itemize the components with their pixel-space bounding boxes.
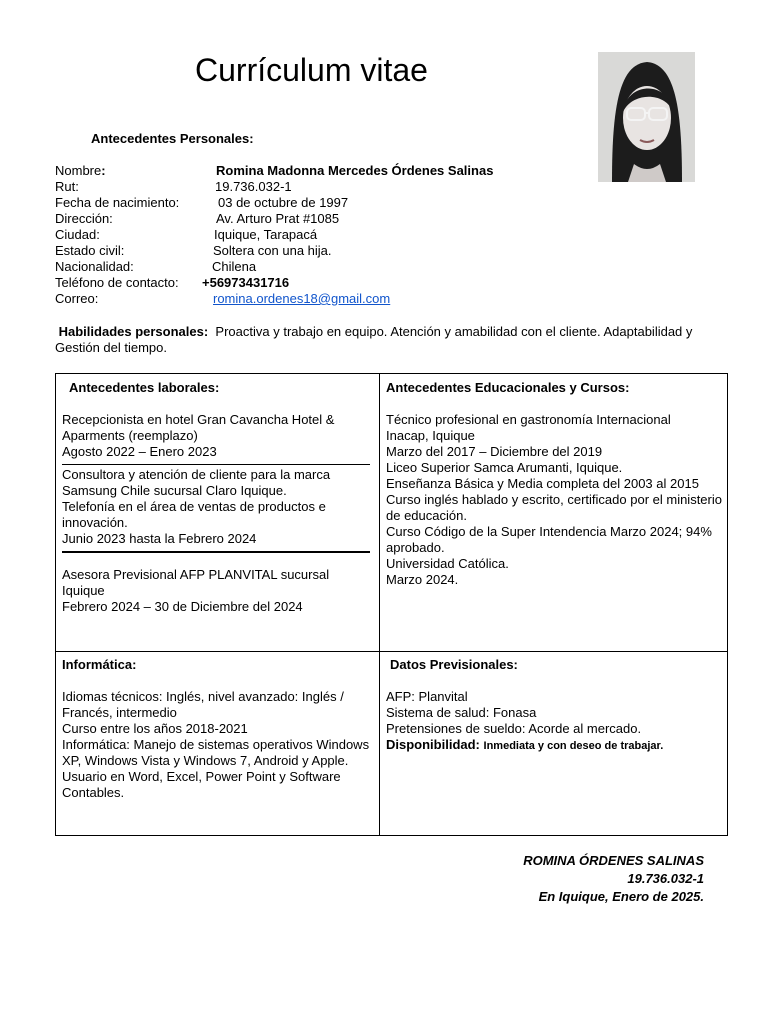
education-line: Enseñanza Básica y Media completa del 2003 al 2015 (386, 476, 699, 491)
job-line: Agosto 2022 – Enero 2023 (62, 444, 217, 459)
pension-line: Pretensiones de sueldo: Acorde al mercado. (386, 721, 642, 736)
info-label: Dirección: (55, 211, 113, 226)
education-heading: Antecedentes Educacionales y Cursos: (386, 380, 630, 395)
info-label: Fecha de nacimiento: (55, 195, 180, 210)
info-label: Estado civil: (55, 243, 125, 258)
education-line: Curso inglés hablado y escrito, certificado por el ministerio (386, 492, 722, 507)
table-divider-vertical (379, 374, 380, 835)
education-line: Marzo del 2017 – Diciembre del 2019 (386, 444, 603, 459)
info-value-address: Av. Arturo Prat #1085 (216, 211, 340, 226)
signature-block (523, 852, 704, 906)
education-cell (386, 380, 722, 588)
job-line: Febrero 2024 – 30 de Diciembre del 2024 (62, 599, 303, 614)
info-label: Rut: (55, 179, 79, 194)
info-value-city: Iquique, Tarapacá (214, 227, 318, 242)
personal-section-heading: Antecedentes Personales: (91, 131, 254, 146)
education-line: Marzo 2024. (386, 572, 459, 587)
profile-photo (598, 52, 695, 182)
skills-label: Habilidades personales: (58, 324, 209, 339)
education-line: Liceo Superior Samca Arumanti, Iquique. (386, 460, 623, 475)
job-line: Aparments (reemplazo) (62, 428, 198, 443)
cv-details-table (55, 373, 728, 836)
signature-rut: 19.736.032-1 (627, 871, 704, 886)
pension-heading: Datos Previsionales: (390, 657, 518, 672)
availability-line (386, 737, 722, 754)
job-line: Recepcionista en hotel Gran Cavancha Hotel & (62, 412, 335, 427)
job-separator (62, 551, 370, 553)
email-link[interactable]: romina.ordenes18@gmail.com (213, 291, 391, 306)
it-line: Francés, intermedio (62, 705, 177, 720)
job-separator (62, 464, 370, 465)
info-value-marital-status: Soltera con una hija. (213, 243, 332, 258)
job-line: Asesora Previsional AFP PLANVITAL sucursal (62, 567, 330, 582)
pension-line: AFP: Planvital (386, 689, 468, 704)
info-value-phone: +56973431716 (202, 275, 290, 290)
education-line: aprobado. (386, 540, 445, 555)
info-value-rut: 19.736.032-1 (215, 179, 292, 194)
it-line: Informática: Manejo de sistemas operativos Windows (62, 737, 370, 752)
it-skills-cell (62, 657, 372, 801)
document-title: Currículum vitae (195, 52, 428, 88)
it-line: XP, Windows Vista y Windows 7, Android y Apple. (62, 753, 349, 768)
it-heading: Informática: (62, 657, 137, 672)
info-label: Ciudad: (55, 227, 100, 242)
job-entry (62, 567, 372, 615)
info-value-name: Romina Madonna Mercedes Órdenes Salinas (216, 163, 494, 178)
job-line: Junio 2023 hasta la Febrero 2024 (62, 531, 257, 546)
info-label: Nombre: (55, 163, 106, 178)
availability-label: Disponibilidad: (386, 737, 480, 752)
it-line: Curso entre los años 2018-2021 (62, 721, 248, 736)
education-line: Curso Código de la Super Intendencia Marzo 2024; 94% (386, 524, 712, 539)
job-line: Iquique (62, 583, 105, 598)
job-entry (62, 412, 372, 460)
education-line: Universidad Católica. (386, 556, 509, 571)
education-line: de educación. (386, 508, 467, 523)
portrait-image (598, 52, 695, 182)
it-line: Usuario en Word, Excel, Power Point y Software (62, 769, 341, 784)
table-divider-horizontal (56, 651, 727, 652)
info-value-nationality: Chilena (212, 259, 257, 274)
availability-value: Inmediata y con deseo de trabajar. (483, 740, 664, 752)
education-line: Técnico profesional en gastronomía Internacional (386, 412, 671, 427)
info-label: Teléfono de contacto: (55, 275, 179, 290)
it-line: Idiomas técnicos: Inglés, nivel avanzado: Inglés / (62, 689, 344, 704)
signature-name: ROMINA ÓRDENES SALINAS (523, 853, 704, 868)
job-line: Consultora y atención de cliente para la marca (62, 467, 331, 482)
job-line: Samsung Chile sucursal Claro Iquique. (62, 483, 287, 498)
info-value-birthdate: 03 de octubre de 1997 (218, 195, 349, 210)
personal-skills (55, 324, 720, 356)
pension-data-cell (386, 657, 722, 754)
pension-line: Sistema de salud: Fonasa (386, 705, 537, 720)
work-experience-cell (62, 380, 372, 615)
signature-place-date: En Iquique, Enero de 2025. (538, 889, 704, 904)
info-label: Nacionalidad: (55, 259, 134, 274)
info-label: Correo: (55, 291, 99, 306)
it-line: Contables. (62, 785, 125, 800)
skills-text: Proactiva y trabajo en equipo. Atención y amabilidad con el cliente. Adaptabilidad y Gestión del tiempo. (55, 324, 693, 355)
education-line: Inacap, Iquique (386, 428, 475, 443)
work-heading: Antecedentes laborales: (69, 380, 220, 395)
job-entry (62, 467, 372, 547)
job-line: Telefonía en el área de ventas de productos e (62, 499, 326, 514)
job-line: innovación. (62, 515, 128, 530)
